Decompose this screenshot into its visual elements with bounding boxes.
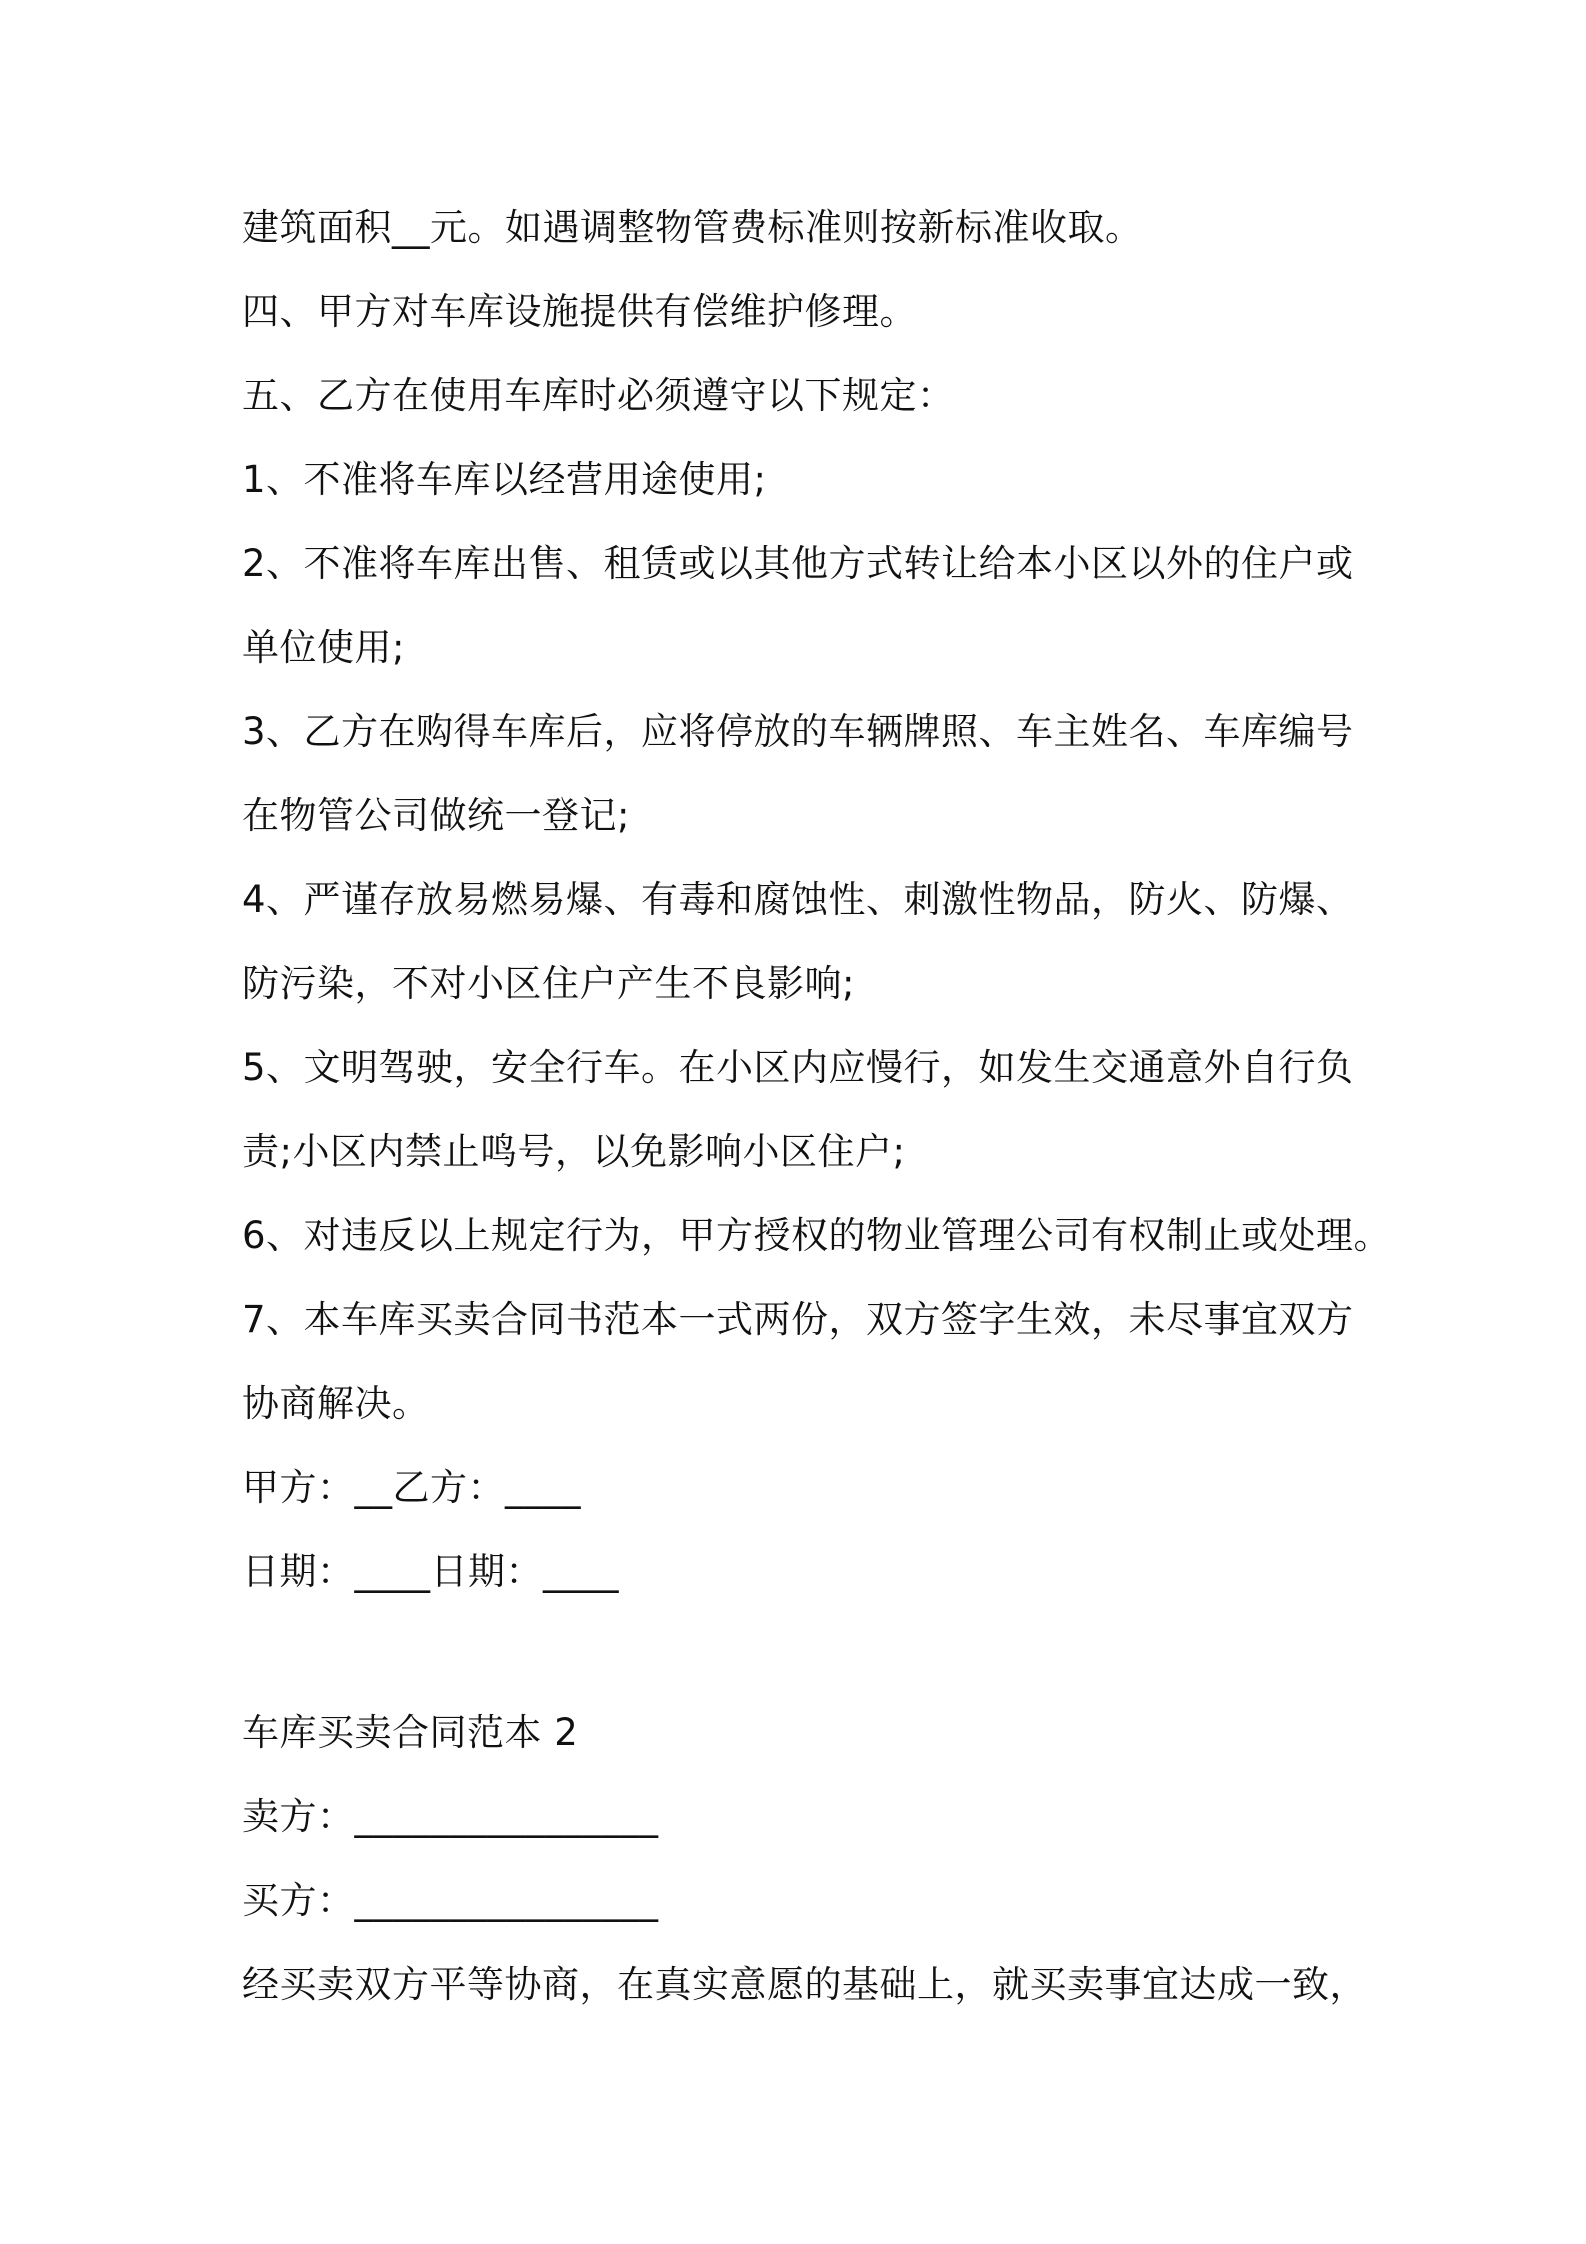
text-line: 7、本车库买卖合同书范本一式两份，双方签字生效，未尽事宜双方 <box>242 1298 1354 1341</box>
buyer-line: 买方：________________ <box>242 1879 659 1922</box>
text-line: 五、乙方在使用车库时必须遵守以下规定： <box>242 374 955 417</box>
text-line: 四、甲方对车库设施提供有偿维护修理。 <box>242 290 917 333</box>
text-line: 协商解决。 <box>242 1382 430 1425</box>
text-line: 防污染，不对小区住户产生不良影响; <box>242 962 855 1005</box>
signature-line-parties: 甲方：__乙方：____ <box>242 1466 581 1509</box>
signature-line-dates: 日期：____日期：____ <box>242 1550 619 1593</box>
text-line: 责;小区内禁止鸣号，以免影响小区住户; <box>242 1130 906 1173</box>
text-line: 在物管公司做统一登记; <box>242 794 630 837</box>
text-line: 4、严谨存放易燃易爆、有毒和腐蚀性、刺激性物品，防火、防爆、 <box>242 878 1354 921</box>
text-line: 单位使用; <box>242 626 405 669</box>
text-line: 2、不准将车库出售、租赁或以其他方式转让给本小区以外的住户或 <box>242 542 1354 585</box>
text-line: 1、不准将车库以经营用途使用; <box>242 458 767 501</box>
text-line: 5、文明驾驶，安全行车。在小区内应慢行，如发生交通意外自行负 <box>242 1046 1354 1089</box>
text-line: 6、对违反以上规定行为，甲方授权的物业管理公司有权制止或处理。 <box>242 1214 1392 1257</box>
text-line: 3、乙方在购得车库后，应将停放的车辆牌照、车主姓名、车库编号 <box>242 710 1354 753</box>
text-line: 建筑面积__元。如遇调整物管费标准则按新标准收取。 <box>242 206 1143 249</box>
text-line: 经买卖双方平等协商，在真实意愿的基础上，就买卖事宜达成一致， <box>242 1963 1367 2006</box>
seller-line: 卖方：________________ <box>242 1795 659 1838</box>
section-heading: 车库买卖合同范本 2 <box>242 1711 579 1754</box>
